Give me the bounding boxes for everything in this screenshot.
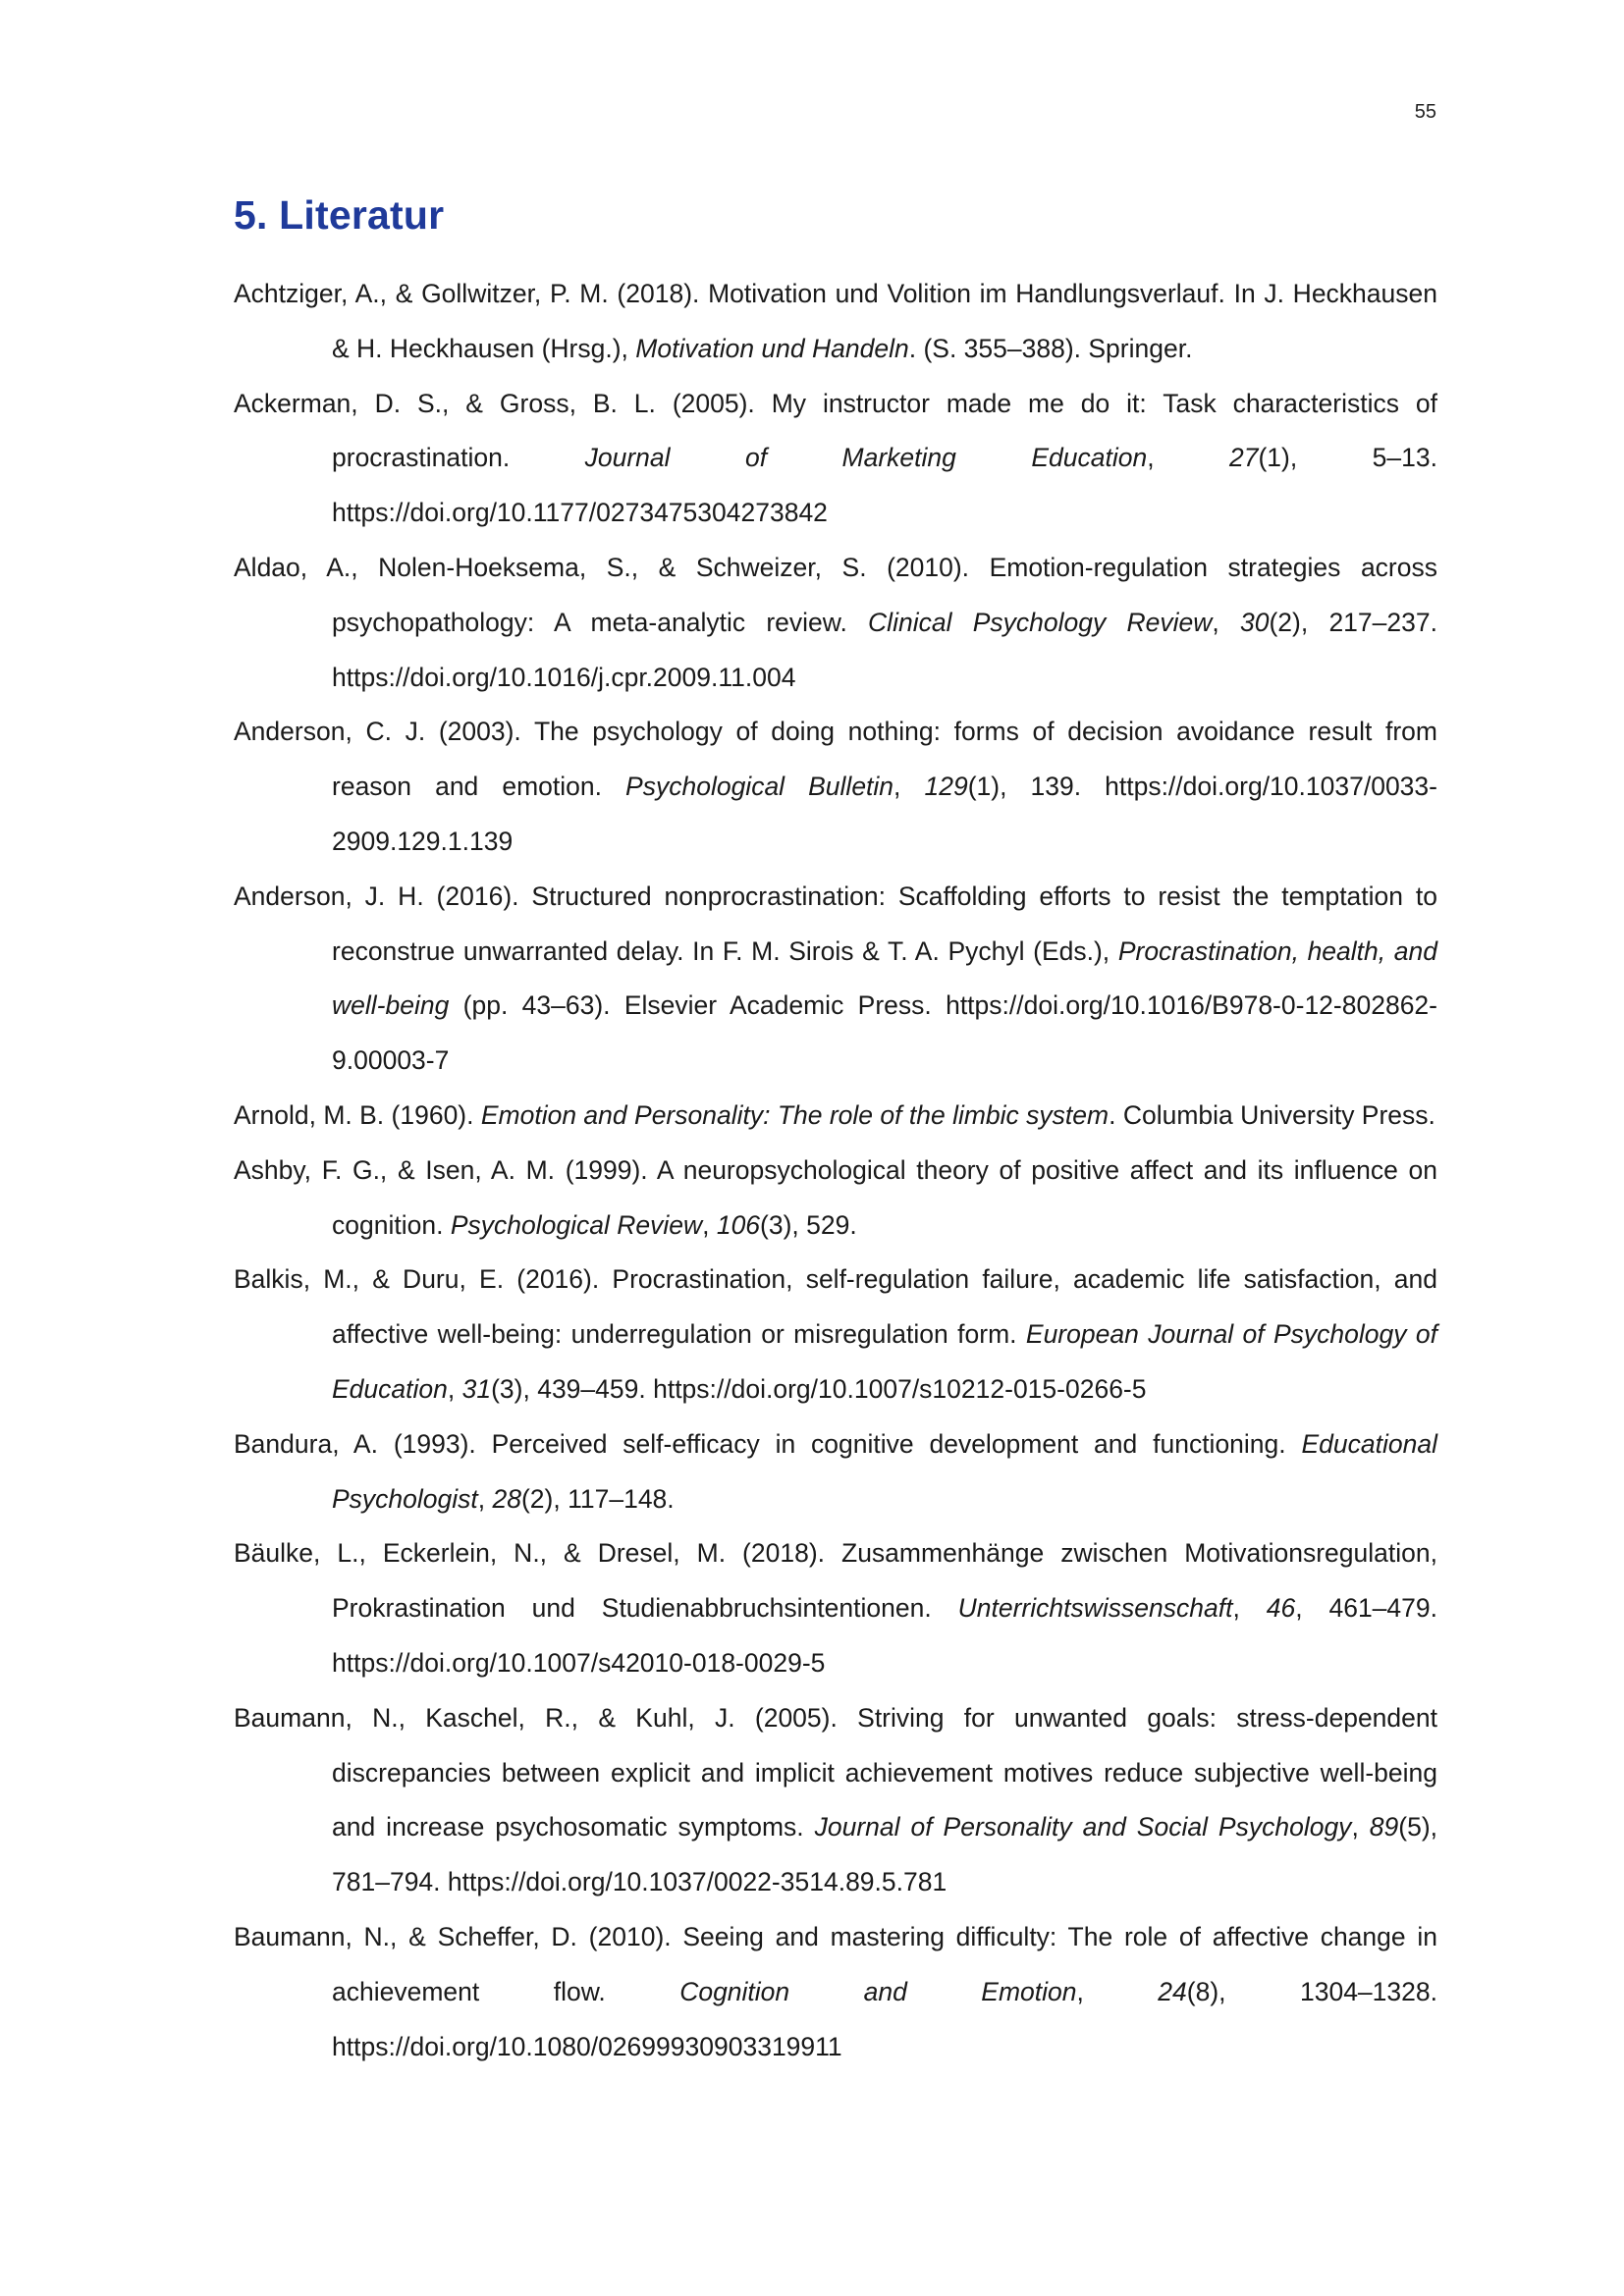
ref-text: (3), 529.	[760, 1209, 857, 1240]
ref-text: (1), 139. https://doi.org/10.1037/0033-2909.129.1.139	[332, 772, 1437, 856]
ref-italic: Cognition and Emotion	[679, 1976, 1077, 2006]
ref-text: Anderson, J. H. (2016). Structured nonprocrastination: Scaffolding efforts to resist the temptation to reconstrue unwarranted delay. In F. M. Sirois & T. A. Pychyl (Eds.),	[234, 881, 1437, 966]
ref-italic: Journal of Personality and Social Psychology	[814, 1812, 1352, 1842]
reference-entry	[234, 377, 1437, 541]
ref-text: Anderson, C. J. (2003). The psychology of doing nothing: forms of decision avoidance result from reason and emotion.	[234, 717, 1437, 802]
ref-italic: Journal of Marketing Education	[584, 443, 1148, 473]
ref-italic: 28	[492, 1483, 521, 1514]
ref-text: Aldao, A., Nolen-Hoeksema, S., & Schweizer, S. (2010). Emotion-regulation strategies across psychopathology: A meta-analytic review.	[234, 552, 1437, 637]
ref-text: , 461–479. https://doi.org/10.1007/s42010-018-0029-5	[332, 1593, 1437, 1678]
reference-entry	[234, 1910, 1437, 2074]
ref-text: Bandura, A. (1993). Perceived self-efficacy in cognitive development and functioning.	[234, 1428, 1302, 1459]
ref-text: Ackerman, D. S., & Gross, B. L. (2005). My instructor made me do it: Task characteristics of procrastination.	[234, 388, 1437, 473]
ref-text: ,	[1147, 443, 1229, 473]
ref-text: (3), 439–459. https://doi.org/10.1007/s10212-015-0266-5	[491, 1373, 1147, 1404]
ref-italic: 30	[1239, 607, 1270, 637]
ref-text: ,	[447, 1373, 462, 1404]
ref-text: Ashby, F. G., & Isen, A. M. (1999). A neuropsychological theory of positive affect and its influence on cognition.	[234, 1154, 1437, 1240]
ref-italic: Clinical Psychology Review	[868, 607, 1213, 637]
ref-italic: Emotion and Personality: The role of the limbic system	[480, 1099, 1110, 1130]
ref-text: ,	[1076, 1976, 1159, 2006]
ref-italic: 46	[1266, 1593, 1296, 1624]
reference-entry	[234, 267, 1437, 377]
ref-text: ,	[1232, 1593, 1267, 1624]
reference-entry	[234, 1144, 1437, 1254]
section-title: 5. Literatur	[234, 192, 445, 238]
ref-italic: Educational Psychologist	[332, 1428, 1437, 1514]
ref-italic: Procrastination, health, and well-being	[332, 935, 1437, 1021]
ref-text: ,	[702, 1209, 717, 1240]
reference-entry	[234, 1253, 1437, 1416]
ref-italic: 24	[1158, 1976, 1187, 2006]
page-number: 55	[1414, 101, 1436, 123]
ref-text: ,	[477, 1483, 493, 1514]
ref-text: Baumann, N., & Scheffer, D. (2010). Seeing and mastering difficulty: The role of affective change in achievement flow.	[234, 1921, 1437, 2006]
ref-italic: European Journal of Psychology of Education	[332, 1319, 1437, 1404]
ref-text: ,	[893, 772, 925, 802]
ref-text: Baumann, N., Kaschel, R., & Kuhl, J. (2005). Striving for unwanted goals: stress-dependent discrepancies between explicit and implicit achievement motives reduce subjective well-being and increase psychosomatic symptoms.	[234, 1702, 1437, 1842]
ref-text: (1), 5–13. https://doi.org/10.1177/0273475304273842	[332, 443, 1437, 528]
ref-italic: 89	[1369, 1812, 1399, 1842]
ref-text: Achtziger, A., & Gollwitzer, P. M. (2018). Motivation und Volition im Handlungsverlauf. In J. Heckhausen & H. Heckhausen (Hrsg.),	[234, 279, 1437, 363]
ref-text: (8), 1304–1328. https://doi.org/10.1080/02699930903319911	[332, 1976, 1437, 2061]
ref-italic: 129	[924, 772, 968, 802]
ref-text: Bäulke, L., Eckerlein, N., & Dresel, M. (2018). Zusammenhänge zwischen Motivationsregulation, Prokrastination und Studienabbruchsintentionen.	[234, 1538, 1437, 1624]
reference-list	[234, 267, 1437, 2074]
ref-italic: Motivation und Handeln	[635, 333, 909, 363]
ref-text: Balkis, M., & Duru, E. (2016). Procrastination, self-regulation failure, academic life satisfaction, and affective well-being: underregulation or misregulation form.	[234, 1264, 1437, 1350]
reference-entry	[234, 541, 1437, 705]
ref-italic: 106	[716, 1209, 761, 1240]
reference-entry	[234, 1526, 1437, 1690]
ref-text: (2), 217–237. https://doi.org/10.1016/j.cpr.2009.11.004	[332, 607, 1437, 692]
ref-italic: 31	[461, 1373, 492, 1404]
reference-entry	[234, 1417, 1437, 1527]
ref-text: (5), 781–794. https://doi.org/10.1037/0022-3514.89.5.781	[332, 1812, 1437, 1897]
ref-italic: Psychological Bulletin	[625, 772, 894, 802]
reference-entry	[234, 1089, 1437, 1144]
ref-text: ,	[1212, 607, 1240, 637]
ref-text: . (S. 355–388). Springer.	[908, 333, 1193, 363]
ref-italic: 27	[1229, 443, 1259, 473]
reference-entry	[234, 1691, 1437, 1910]
ref-italic: Unterrichtswissenschaft	[957, 1593, 1233, 1624]
ref-text: Arnold, M. B. (1960).	[234, 1099, 481, 1130]
ref-text: ,	[1351, 1812, 1370, 1842]
ref-text: (2), 117–148.	[520, 1483, 675, 1514]
ref-italic: Psychological Review	[450, 1209, 703, 1240]
reference-entry	[234, 870, 1437, 1089]
ref-text: (pp. 43–63). Elsevier Academic Press. https://doi.org/10.1016/B978-0-12-802862-9.00003-7	[332, 990, 1437, 1076]
ref-text: . Columbia University Press.	[1109, 1099, 1435, 1130]
reference-entry	[234, 705, 1437, 869]
